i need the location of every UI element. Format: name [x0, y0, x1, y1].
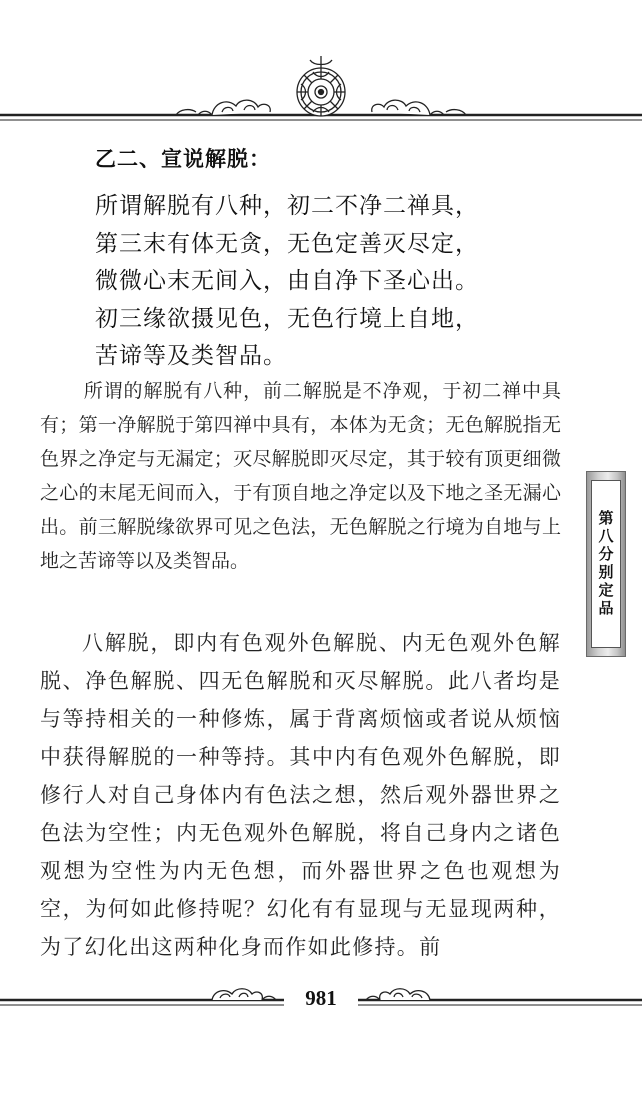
page-number: 981 — [305, 986, 337, 1010]
top-ornament — [0, 52, 642, 132]
chapter-side-tab — [586, 471, 626, 657]
verse-line-2: 第三末有体无贪，无色定善灭尽定， — [95, 230, 479, 257]
verse-line-5: 苦谛等及类智品。 — [95, 343, 287, 369]
verse-line-3: 微微心末无间入，由自净下圣心出。 — [95, 268, 479, 294]
section-heading: 乙二、宣说解脱： — [95, 147, 271, 171]
verse-line-4: 初三缘欲摄见色，无色行境上自地， — [95, 305, 479, 332]
verse — [95, 188, 575, 376]
explanation-paragraph: 八解脱，即内有色观外色解脱、内无色观外色解脱、净色解脱、四无色解脱和灭尽解脱。此八者均是与等持相关的一种修炼，属于背离烦恼或者说从烦恼中获得解脱的一种等持。其中内有色观外色解脱，即修行人对自己身体内有色法之想，然后观外器世界之色法为空性；内无色观外色解脱，将自己身内之诸色观想为空性为内无色想，而外器世界之色也观想为空，为何如此修持呢？幻化有有显现与无显现两种，为了幻化出这两种化身而作如此修持。前 — [40, 631, 561, 959]
chapter-side-tab-label-box — [591, 480, 621, 648]
verse-line-1: 所谓解脱有八种，初二不净二禅具， — [95, 193, 479, 219]
chapter-side-tab-label: 第八分别定品 — [596, 510, 615, 618]
commentary-paragraph: 所谓的解脱有八种，前二解脱是不净观，于初二禅中具有；第一净解脱于第四禅中具有，本体为无贪；无色解脱指无色界之净定与无漏定；灭尽解脱即灭尽定，其于较有顶更细微之心的末尾无间而入，于有顶自地之净定以及下地之圣无漏心出。前三解脱缘欲界可见之色法，无色解脱之行境为自地与上地之苦谛等以及类智品。 — [40, 380, 561, 572]
